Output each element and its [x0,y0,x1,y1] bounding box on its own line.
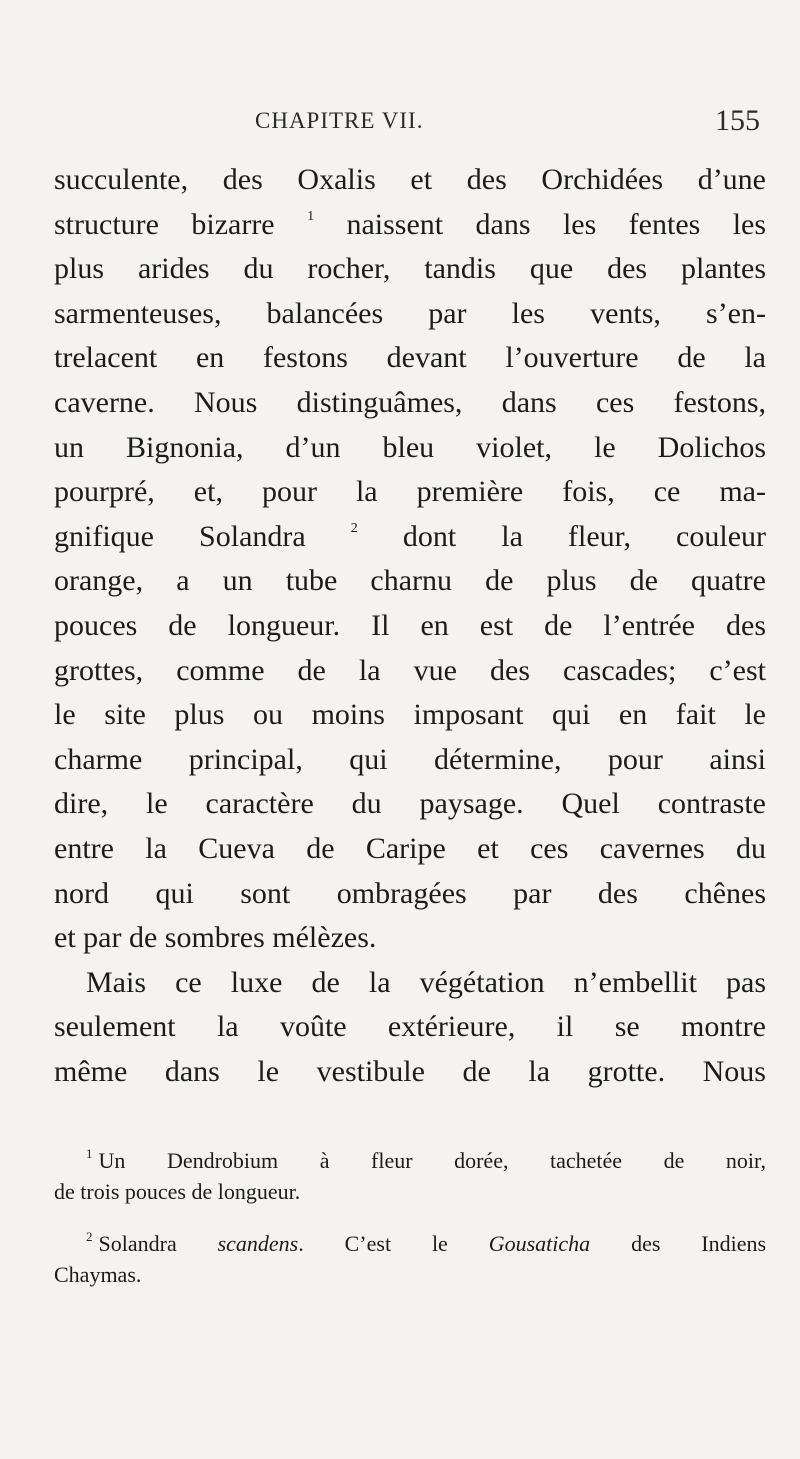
text-line: plus arides du rocher, tandis que des plantes [54,252,766,286]
page-number: 155 [715,104,760,137]
footnote-text: Solandra [98,1231,177,1256]
text-line: entre la Cueva de Caripe et ces cavernes du [54,831,766,865]
species-name: scandens [217,1231,299,1256]
text-fragment: naissent dans les fentes les [346,207,767,241]
note-reference: 2 [350,520,358,536]
running-head-chapter: CHAPITRE VII. [255,108,424,133]
text-line: sarmenteuses, balancées par les vents, s’en- [54,296,766,330]
footnote-mark: 1 [86,1146,93,1161]
text-line: même dans le vestibule de la grotte. Nous [54,1054,766,1088]
vernacular-name: Gousaticha [488,1231,591,1256]
text-line: Mais ce luxe de la végétation n’embellit pas [86,965,766,999]
text-line [54,515,766,560]
footnote-spacer [54,1207,766,1228]
body-text [54,158,766,1094]
footnote-1-line [54,1145,766,1176]
text-fragment: gnifique Solandra [54,519,306,553]
text-line [54,203,766,248]
footnote-text: des Indiens [631,1231,767,1256]
text-line: succulente, des Oxalis et des Orchidées d’une [54,163,766,196]
text-line: orange, a un tube charnu de plus de quatre [54,564,766,598]
footnote-2-line: Chaymas. [54,1262,142,1287]
text-line: nord qui sont ombragées par des chênes [54,876,766,910]
text-line: pouces de longueur. Il en est de l’entrée des [54,608,766,642]
text-line: trelacent en festons devant l’ouverture de la [54,341,766,375]
footnotes [54,1145,766,1290]
footnote-2-line [54,1228,766,1259]
footnote-text: Un Dendrobium à fleur dorée, tachetée de noir, [98,1148,766,1173]
text-line: un Bignonia, d’un bleu violet, le Dolichos [54,430,766,464]
footnote-1-line: de trois pouces de longueur. [54,1179,301,1204]
text-line: caverne. Nous distinguâmes, dans ces festons, [54,385,766,419]
text-line: charme principal, qui détermine, pour ainsi [54,742,766,776]
text-line: et par de sombres mélèzes. [54,921,377,955]
footnote-text: . C’est le [298,1231,448,1256]
text-line: le site plus ou moins imposant qui en fait le [54,698,766,732]
text-line: seulement la voûte extérieure, il se montre [54,1010,766,1044]
text-fragment: structure bizarre [54,207,275,241]
footnote-mark: 2 [86,1229,93,1244]
text-line: pourpré, et, pour la première fois, ce ma- [54,475,766,509]
text-fragment: dont la fleur, couleur [402,519,767,553]
note-reference: 1 [307,208,315,224]
text-line: grottes, comme de la vue des cascades; c’est [54,653,766,687]
text-line: dire, le caractère du paysage. Quel contraste [54,787,766,821]
